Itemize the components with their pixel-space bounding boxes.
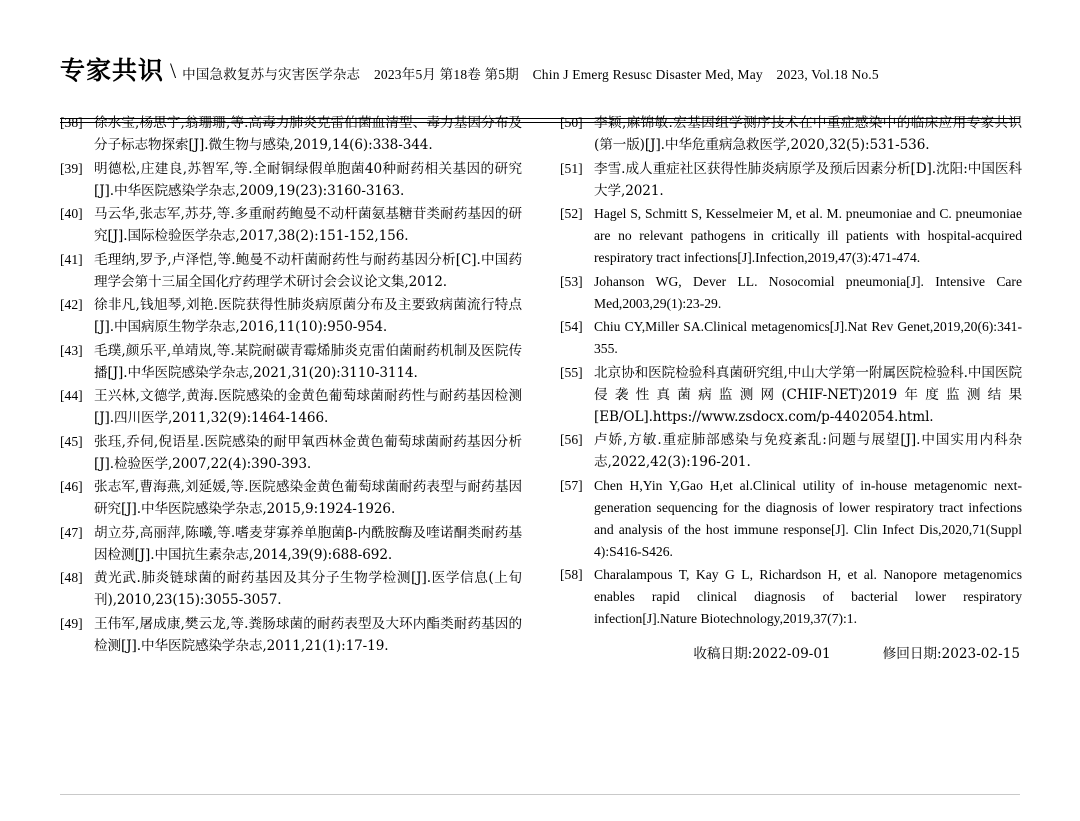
reference-number: [38] (60, 115, 83, 130)
reference-number: [54] (560, 319, 583, 335)
reference-text: 胡立芬,高丽萍,陈曦,等.嗜麦芽寡养单胞菌β-内酰胺酶及喹诺酮类耐药基因检测[J].中国抗生素杂志,2014,39(9):688-692. (94, 524, 522, 563)
reference-text: 明德松,庄建良,苏智军,等.全耐铜绿假单胞菌40种耐药相关基因的研究[J].中华医院感染学杂志,2009,19(23):3160-3163. (94, 160, 522, 199)
reference-entry (560, 564, 1022, 630)
reference-text: 毛理纳,罗予,卢泽恺,等.鲍曼不动杆菌耐药性与耐药基因分析[C].中国药理学会第十三届全国化疗药理学术研讨会会议论文集,2012. (94, 251, 522, 290)
reference-entry (60, 522, 522, 566)
reference-entry (60, 431, 522, 475)
reference-number: [52] (560, 206, 583, 222)
reference-entry (560, 158, 1022, 202)
reference-number: [42] (60, 297, 83, 313)
reference-text: 黄光武.肺炎链球菌的耐药基因及其分子生物学检测[J].医学信息(上旬刊),2010,23(15):3055-3057. (94, 570, 522, 609)
reference-text: 北京协和医院检验科真菌研究组,中山大学第一附属医院检验科.中国医院侵袭性真菌病监测网(CHIF-NET)2019年度监测结果[EB/OL].https://www.zsdocx.com/p-4402054.html. (594, 364, 1022, 425)
reference-number: [55] (560, 364, 583, 380)
footer-rule (60, 794, 1020, 795)
reference-entry (60, 476, 522, 520)
reference-number: [44] (60, 388, 83, 404)
reference-text: Johanson WG, Dever LL. Nosocomial pneumonia[J]. Intensive Care Med,2003,29(1):23-29. (594, 273, 1022, 311)
reference-text: 李雪.成人重症社区获得性肺炎病原学及预后因素分析[D].沈阳:中国医科大学,2021. (594, 160, 1022, 199)
left-column (60, 112, 522, 662)
reference-number: [49] (60, 615, 83, 631)
reference-text: 王兴林,文德学,黄海.医院感染的金黄色葡萄球菌耐药性与耐药基因检测[J].四川医学,2011,32(9):1464-1466. (94, 388, 522, 427)
reference-text: 卢娇,方敏.重症肺部感染与免疫紊乱:问题与展望[J].中国实用内科杂志,2022,42(3):196-201. (594, 432, 1022, 471)
reference-number: [39] (60, 160, 83, 176)
reference-entry (560, 429, 1022, 473)
reference-number: [45] (60, 433, 83, 449)
reference-number: [47] (60, 524, 83, 540)
reference-number: [46] (60, 479, 83, 495)
reference-number: [41] (60, 251, 83, 267)
reference-text: 马云华,张志军,苏芬,等.多重耐药鲍曼不动杆菌氨基糖苷类耐药基因的研究[J].国际检验医学杂志,2017,38(2):151-152,156. (94, 206, 522, 245)
header-rule-thick (60, 118, 1020, 119)
reference-entry (60, 294, 522, 338)
reference-text: 徐水宝,杨思宇,翁珊珊,等.高毒力肺炎克雷伯菌血清型、毒力基因分布及分子标志物探索[J].微生物与感染,2019,14(6):338-344. (94, 115, 522, 154)
reference-number: [58] (560, 567, 583, 583)
reference-number: [51] (560, 160, 583, 176)
reference-number: [50] (560, 115, 583, 130)
journal-info: 中国急救复苏与灾害医学杂志 2023年5月 第18卷 第5期 Chin J Emerg Resusc Disaster Med, May 2023, Vol.18 No.5 (182, 66, 879, 82)
reference-entry (560, 475, 1022, 563)
reference-entry (60, 385, 522, 429)
reference-entry (60, 567, 522, 611)
manuscript-dates (560, 642, 1022, 662)
reference-number: [40] (60, 206, 83, 222)
reference-text: Hagel S, Schmitt S, Kesselmeier M, et al. M. pneumoniae and C. pneumoniae are no relevant pathogens in critically ill patients with hospital-acquired respiratory tract infections[J].Infection,2019,47(3):471-474. (594, 206, 1022, 266)
reference-number: [57] (560, 477, 583, 493)
reference-text: Chiu CY,Miller SA.Clinical metagenomics[J].Nat Rev Genet,2019,20(6):341-355. (594, 319, 1022, 357)
header-separator: \ (170, 58, 177, 83)
reference-number: [53] (560, 273, 583, 289)
right-column (560, 112, 1022, 662)
reference-entry (560, 316, 1022, 360)
reference-text: 毛璞,颜乐平,单靖岚,等.某院耐碳青霉烯肺炎克雷伯菌耐药机制及医院传播[J].中华医院感染学杂志,2021,31(20):3110-3114. (94, 342, 522, 381)
reference-text: 张志军,曹海燕,刘延媛,等.医院感染金黄色葡萄球菌耐药表型与耐药基因研究[J].中华医院感染学杂志,2015,9:1924-1926. (94, 479, 522, 518)
reference-text: Chen H,Yin Y,Gao H,et al.Clinical utility of in-house metagenomic next-generation sequencing for the diagnosis of lower respiratory tract infections and analysis of the host immune response[J]. Clin Infect Dis,2020,71(Suppl 4):S416-S426. (594, 477, 1022, 559)
reference-number: [43] (60, 342, 83, 358)
reference-text: 徐非凡,钱旭琴,刘艳.医院获得性肺炎病原菌分布及主要致病菌流行特点[J].中国病原生物学杂志,2016,11(10):950-954. (94, 297, 522, 336)
reference-entry (560, 203, 1022, 269)
reference-text: 王伟军,屠成康,樊云龙,等.粪肠球菌的耐药表型及大环内酯类耐药基因的检测[J].中华医院感染学杂志,2011,21(1):17-19. (94, 615, 522, 654)
reference-entry (60, 613, 522, 657)
reference-number: [48] (60, 570, 83, 586)
reference-entry (560, 362, 1022, 428)
page (0, 30, 1080, 821)
received-date: 收稿日期:2022-09-01 (693, 646, 831, 663)
reference-entry (60, 340, 522, 384)
reference-entry (60, 203, 522, 247)
section-label: 专家共识 (60, 56, 165, 85)
reference-text: 张珏,乔伺,倪语星.医院感染的耐甲氧西林金黄色葡萄球菌耐药基因分析[J].检验医学,2007,22(4):390-393. (94, 433, 522, 472)
reference-text: 李颖,麻锦敏.宏基因组学测序技术在中重症感染中的临床应用专家共识(第一版)[J].中华危重病急救医学,2020,32(5):531-536. (594, 115, 1022, 154)
reference-entry (560, 271, 1022, 315)
page-header (60, 30, 1020, 88)
header-rule-thin (60, 122, 1020, 123)
reference-number: [56] (560, 432, 583, 448)
reference-columns (60, 112, 1020, 662)
reference-entry (60, 158, 522, 202)
revised-date: 修回日期:2023-02-15 (882, 646, 1020, 663)
reference-text: Charalampous T, Kay G L, Richardson H, et al. Nanopore metagenomics enables rapid clinical diagnosis of bacterial lower respiratory infection[J].Nature Biotechnology,2019,37(7):1. (594, 567, 1022, 627)
reference-entry (60, 249, 522, 293)
